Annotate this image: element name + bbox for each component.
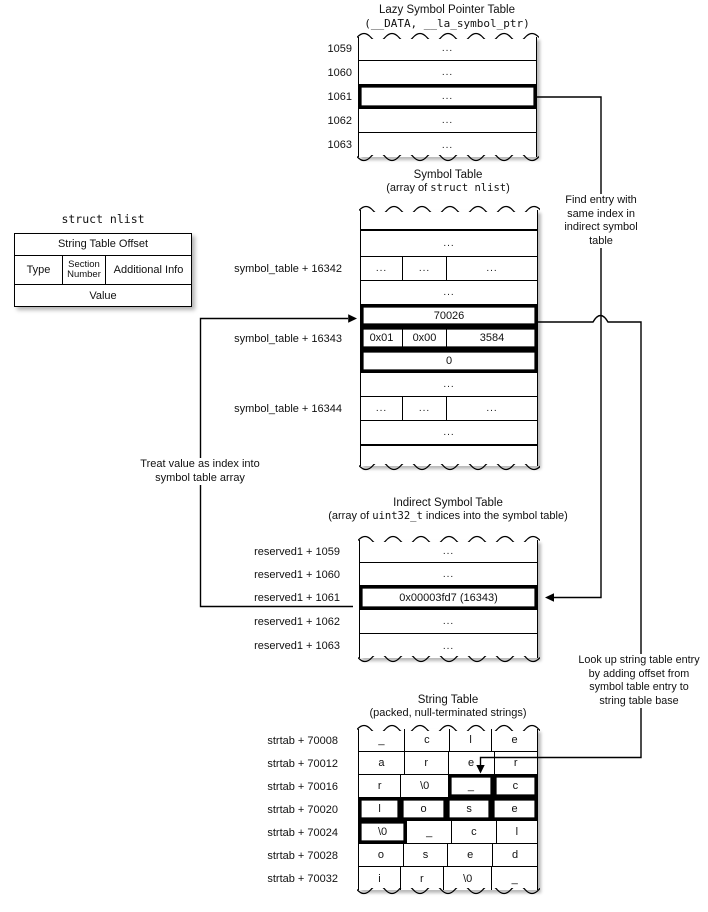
note-line: symbol table entry to bbox=[589, 681, 689, 693]
torn-edge-bottom-icon bbox=[358, 656, 540, 665]
symbol-table-title: Symbol Table bbox=[413, 169, 483, 181]
row-label: strtab + 70008 bbox=[267, 735, 338, 747]
table-row bbox=[359, 775, 537, 798]
indirect-table-title: Indirect Symbol Table bbox=[393, 497, 503, 509]
nlist-section-number-cell bbox=[63, 256, 106, 285]
subtitle-suffix: indices into the symbol table) bbox=[422, 510, 568, 522]
subtitle-suffix: ) bbox=[506, 182, 510, 194]
table-row-partial bbox=[361, 210, 537, 231]
note-line: same index in bbox=[567, 207, 635, 220]
entry-16343-type-row bbox=[361, 327, 537, 350]
char-cell: c bbox=[452, 821, 496, 843]
char-cell: c bbox=[405, 729, 450, 751]
cell: ... bbox=[443, 238, 455, 249]
char-cell-highlighted: e bbox=[492, 798, 537, 820]
cell: ... bbox=[442, 568, 455, 580]
table-row bbox=[361, 281, 537, 305]
table-row bbox=[360, 634, 537, 658]
row-label: reserved1 + 1060 bbox=[254, 569, 340, 581]
char-cell: a bbox=[359, 752, 405, 774]
string-table-subtitle: (packed, null-terminated strings) bbox=[369, 707, 527, 719]
symbol-table bbox=[360, 210, 538, 466]
char-cell: _ bbox=[407, 821, 452, 843]
nlist-type-cell: Type bbox=[15, 256, 63, 285]
row-label: 1060 bbox=[327, 67, 352, 79]
nlist-value-cell: Value bbox=[89, 289, 117, 302]
lazy-table-subtitle: (__DATA, __la_symbol_ptr) bbox=[364, 17, 530, 30]
char-cell: l bbox=[450, 729, 492, 751]
note-line: Treat value as index into bbox=[140, 458, 260, 470]
type-value: 0x01 bbox=[361, 327, 403, 349]
indirect-symbol-table bbox=[359, 540, 538, 658]
char-cell: _ bbox=[511, 872, 518, 885]
note-line: symbol table array bbox=[155, 471, 245, 484]
table-row bbox=[360, 610, 537, 634]
table-row bbox=[359, 37, 536, 61]
cell bbox=[361, 210, 537, 229]
cell: ... bbox=[443, 379, 455, 390]
table-row bbox=[361, 421, 537, 446]
row-label: reserved1 + 1063 bbox=[254, 640, 340, 652]
cell: ... bbox=[441, 115, 454, 126]
struct-nlist-legend bbox=[14, 233, 192, 307]
string-table-rows bbox=[358, 729, 538, 890]
note-line: by adding offset from bbox=[588, 667, 690, 680]
indirect-table-rows bbox=[359, 540, 538, 658]
subtitle-mono: struct nlist bbox=[430, 182, 507, 194]
cell: ... bbox=[442, 616, 455, 627]
symbol-table-rows bbox=[360, 210, 538, 466]
string-table-title: String Table bbox=[417, 694, 479, 706]
torn-edge-top-icon bbox=[357, 722, 540, 731]
table-row bbox=[359, 844, 537, 867]
note-line: Find entry with bbox=[565, 194, 637, 206]
char-cell: r bbox=[405, 752, 449, 774]
char-cell-highlighted: _ bbox=[449, 775, 494, 797]
lazy-table-rows bbox=[358, 37, 537, 157]
char-cell: d bbox=[511, 849, 519, 861]
row-label: strtab + 70028 bbox=[267, 850, 338, 862]
indirect-entry-value: 0x00003fd7 (16343) bbox=[399, 591, 498, 604]
char-cell: e bbox=[449, 752, 495, 774]
string-table bbox=[358, 729, 538, 890]
subtitle-prefix: (array of bbox=[328, 510, 373, 522]
char-cell: r bbox=[401, 867, 444, 890]
arrow-find-entry-head-icon bbox=[545, 593, 554, 602]
entry-16343-value-row bbox=[361, 350, 537, 373]
table-row bbox=[360, 540, 537, 563]
torn-edge-top-icon bbox=[359, 203, 540, 212]
cell: ... bbox=[443, 287, 455, 298]
char-cell: \0 bbox=[444, 867, 493, 890]
table-row bbox=[361, 231, 537, 257]
cell: ... bbox=[441, 91, 454, 102]
char-cell: \0 bbox=[401, 775, 449, 797]
char-cell: r bbox=[513, 757, 518, 769]
cell bbox=[361, 446, 537, 466]
table-row-partial bbox=[361, 446, 537, 466]
char-cell-highlighted: o bbox=[401, 798, 447, 820]
cell: ... bbox=[486, 403, 498, 414]
row-label: reserved1 + 1062 bbox=[254, 616, 340, 628]
char-cell: l bbox=[515, 826, 519, 838]
note-find-entry bbox=[546, 194, 656, 248]
indirect-table-subtitle bbox=[248, 510, 648, 522]
cell: ... bbox=[441, 139, 454, 151]
char-cell: s bbox=[404, 844, 448, 866]
table-row bbox=[360, 563, 537, 586]
table-row-entry-16342 bbox=[361, 257, 537, 281]
char-cell-highlighted: s bbox=[447, 798, 492, 820]
table-row bbox=[359, 133, 536, 157]
char-cell-highlighted: l bbox=[359, 798, 401, 820]
cell: ... bbox=[441, 43, 454, 54]
note-line: table bbox=[589, 234, 613, 247]
table-row bbox=[359, 867, 537, 890]
symbol-table-subtitle bbox=[298, 182, 598, 194]
torn-edge-bottom-icon bbox=[357, 155, 539, 164]
table-row bbox=[359, 798, 537, 821]
char-cell-highlighted: \0 bbox=[359, 821, 407, 843]
cell: ... bbox=[441, 67, 454, 78]
subtitle-mono: uint32_t bbox=[372, 510, 423, 522]
table-row bbox=[361, 373, 537, 397]
entry-16343-offset-row bbox=[361, 305, 537, 327]
char-cell: o bbox=[359, 844, 404, 866]
char-cell: _ bbox=[359, 729, 405, 751]
nlist-string-table-offset-cell: String Table Offset bbox=[57, 238, 149, 251]
row-label: strtab + 70012 bbox=[267, 758, 338, 770]
torn-edge-bottom-icon bbox=[359, 464, 540, 473]
section-number-value: 0x00 bbox=[403, 327, 447, 349]
cell: ... bbox=[403, 397, 447, 420]
torn-edge-top-icon bbox=[357, 30, 539, 39]
cell: ... bbox=[361, 397, 403, 420]
arrow-treat-value-head-icon bbox=[348, 314, 357, 323]
string-table-offset-value: 70026 bbox=[433, 309, 465, 322]
table-row bbox=[359, 109, 536, 133]
lazy-symbol-pointer-table bbox=[358, 37, 537, 157]
note-line: string table base bbox=[599, 694, 679, 707]
char-cell: r bbox=[359, 775, 401, 797]
subtitle-prefix: (array of bbox=[386, 182, 431, 194]
char-cell: i bbox=[359, 867, 401, 890]
cell: ... bbox=[443, 427, 455, 438]
row-label: strtab + 70024 bbox=[267, 827, 338, 839]
nlist-row-offset bbox=[15, 234, 191, 256]
row-label: 1062 bbox=[327, 115, 352, 127]
nlist-row-middle bbox=[15, 256, 191, 286]
table-row bbox=[359, 821, 537, 844]
additional-info-value: 3584 bbox=[479, 332, 505, 344]
row-label: strtab + 70032 bbox=[267, 873, 338, 885]
nlist-row-value bbox=[15, 285, 191, 306]
char-cell-highlighted: c bbox=[494, 775, 537, 797]
note-line: Look up string table entry bbox=[578, 654, 700, 666]
lazy-table-title: Lazy Symbol Pointer Table bbox=[379, 4, 515, 16]
note-line: indirect symbol bbox=[564, 221, 638, 233]
cell: ... bbox=[442, 640, 455, 652]
cell: ... bbox=[442, 545, 455, 557]
nlist-title: struct nlist bbox=[61, 212, 145, 226]
char-cell: e bbox=[448, 844, 493, 866]
row-label: 1059 bbox=[327, 43, 352, 55]
cell: ... bbox=[403, 257, 447, 280]
row-label: strtab + 70016 bbox=[267, 781, 338, 793]
row-label: symbol_table + 16344 bbox=[234, 403, 342, 415]
table-row-highlighted bbox=[360, 586, 537, 610]
row-label: symbol_table + 16342 bbox=[234, 263, 342, 275]
note-look-up bbox=[570, 654, 708, 708]
symbol-value: 0 bbox=[445, 355, 453, 367]
note-treat-value bbox=[120, 458, 280, 485]
row-label: symbol_table + 16343 bbox=[234, 333, 342, 345]
cell: ... bbox=[486, 263, 498, 274]
table-row-entry-16344 bbox=[361, 397, 537, 421]
row-label: strtab + 70020 bbox=[267, 804, 338, 816]
torn-edge-bottom-icon bbox=[357, 888, 540, 897]
torn-edge-top-icon bbox=[358, 533, 540, 542]
row-label: 1063 bbox=[327, 139, 352, 151]
table-row bbox=[359, 61, 536, 85]
char-cell: e bbox=[511, 734, 518, 746]
row-label: reserved1 + 1061 bbox=[254, 592, 340, 604]
row-label: 1061 bbox=[327, 91, 352, 103]
row-label: reserved1 + 1059 bbox=[254, 546, 340, 558]
cell: ... bbox=[361, 257, 403, 280]
nlist-additional-info-cell: Additional Info bbox=[113, 264, 184, 276]
table-row bbox=[359, 729, 537, 752]
nlist-section-line2: Number bbox=[67, 269, 101, 280]
table-row bbox=[359, 752, 537, 775]
nlist-section-line1: Section bbox=[68, 259, 100, 270]
table-row-highlighted bbox=[359, 85, 536, 109]
